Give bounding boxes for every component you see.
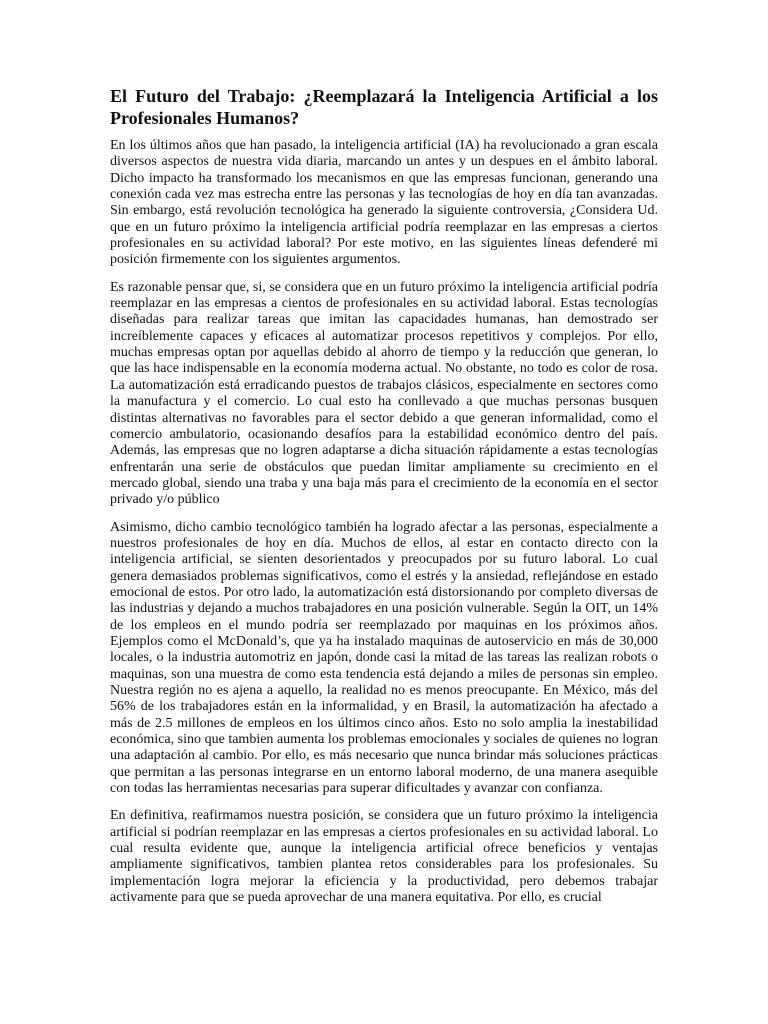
paragraph-introduction: En los últimos años que han pasado, la inteligencia artificial (IA) ha revolucionado a gran escala diversos aspectos de nuestra vida diaria, marcando un antes y un despues en el ámbito laboral. Dicho impacto ha transformado los mecanismos en que las empresas funcionan, generando una conexión cada vez mas estrecha entre las personas y las tecnologías de hoy en día tan avanzadas. Sin embargo, está revolución tecnológica ha generado la siguiente controversia, ¿Considera Ud. que en un futuro próximo la inteligencia artificial podría reemplazar en las empresas a ciertos profesionales en su actividad laboral? Por este motivo, en las siguientes líneas defenderé mi posición firmemente con los siguientes argumentos.	[110, 138, 658, 268]
paragraph-argument-business: Es razonable pensar que, si, se considera que en un futuro próximo la inteligencia artificial podría reemplazar en las empresas a cientos de profesionales en su actividad laboral. Estas tecnologías diseñadas para realizar tareas que imitan las capacidades humanas, han demostrado ser increíblemente capaces y eficaces al automatizar procesos repetitivos y complejos. Por ello, muchas empresas optan por aquellas debido al ahorro de tiempo y la reducción que generan, lo que las hace indispensable en la economía moderna actual. No obstante, no todo es color de rosa. La automatización está erradicando puestos de trabajos clásicos, especialmente en sectores como la manufactura y el comercio. Lo cual esto ha conllevado a que muchas personas busquen distintas alternativas no favorables para el sector debido a que generan informalidad, como el comercio ambulatorio, ocasionando desafíos para la estabilidad económico dentro del país. Además, las empresas que no logren adaptarse a dicha situación rápidamente a estas tecnologías enfrentarán una serie de obstáculos que puedan limitar ampliamente su crecimiento en el mercado global, siendo una traba y una baja más para el crecimiento de la economía en el sector privado y/o público	[110, 279, 658, 508]
document-body	[110, 85, 658, 917]
document-title: El Futuro del Trabajo: ¿Reemplazará la Inteligencia Artificial a los Profesionales Humanos?	[110, 86, 658, 128]
paragraph-conclusion: En definitiva, reafirmamos nuestra posición, se considera que un futuro próximo la inteligencia artificial si podrían reemplazar en las empresas a ciertos profesionales en su actividad laboral. Lo cual resulta evidente que, aunque la inteligencia artificial ofrece beneficios y ventajas ampliamente significativos, tambien plantea retos considerables para los profesionales. Su implementación logra mejorar la eficiencia y la productividad, pero debemos trabajar activamente para que se pueda aprovechar de una manera equitativa. Por ello, es crucial	[110, 808, 658, 906]
paragraph-argument-workers: Asimismo, dicho cambio tecnológico también ha logrado afectar a las personas, especialmente a nuestros profesionales de hoy en día. Muchos de ellos, al estar en contacto directo con la inteligencia artificial, se sienten desorientados y preocupados por su futuro laboral. Lo cual genera demasiados problemas significativos, como el estrés y la ansiedad, reflejándose en estado emocional de estos. Por otro lado, la automatización está distorsionando por completo diversas de las industrias y dejando a muchos trabajadores en una posición vulnerable. Según la OIT, un 14% de los empleos en el mundo podría ser reemplazado por maquinas en los próximos años. Ejemplos como el McDonald’s, que ya ha instalado maquinas de autoservicio en más de 30,000 locales, o la industria automotriz en japón, donde casi la mitad de las tareas las realizan robots o maquinas, son una muestra de como esta tendencia está dejando a miles de personas sin empleo. Nuestra región no es ajena a aquello, la realidad no es menos preocupante. En México, más del 56% de los trabajadores están en la informalidad, y en Brasil, la automatización ha afectado a más de 2.5 millones de empleos en los últimos cinco años. Esto no solo amplia la inestabilidad económica, sino que tambien aumenta los problemas emocionales y sociales de quienes no logran una adaptación al cambio. Por ello, es más necesario que nunca brindar más soluciones prácticas que permitan a las personas integrarse en un entorno laboral moderno, de una manera asequible con todas las herramientas necesarias para superar dificultades y avanzar con confianza.	[110, 519, 658, 797]
